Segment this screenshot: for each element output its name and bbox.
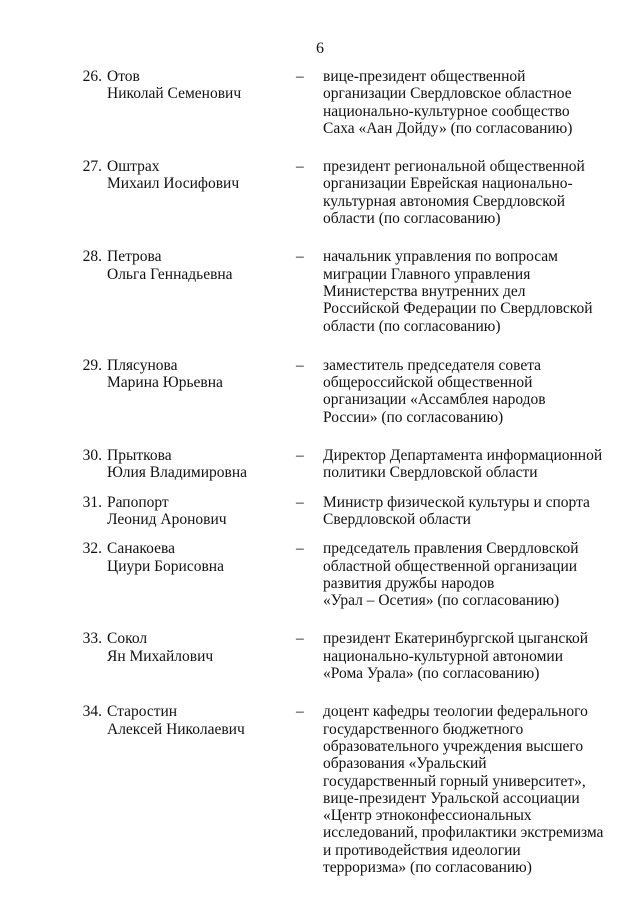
separator-dash: – [296, 356, 304, 374]
entry-number: 28. [82, 248, 102, 266]
list-item [0, 158, 640, 227]
position-description [323, 158, 613, 227]
member-list [0, 68, 640, 876]
list-item [0, 630, 640, 682]
description-line: общероссийской общественной [323, 374, 533, 392]
separator-dash: – [296, 158, 304, 176]
entry-number: 29. [82, 356, 102, 374]
description-line: вице-президент общественной [323, 68, 526, 85]
person-name [107, 494, 287, 529]
given-names: Марина Юрьевна [107, 374, 223, 392]
surname: Плясунова [107, 356, 178, 374]
given-names: Юлия Владимировна [107, 464, 247, 482]
description-line: политики Свердловской области [323, 464, 538, 482]
description-line: президент Екатеринбургской цыганской [323, 630, 589, 648]
description-line: президент региональной общественной [323, 158, 585, 176]
entry-number: 31. [82, 493, 102, 511]
description-line: развития дружбы народов [323, 574, 495, 592]
position-description [323, 447, 613, 482]
entry-number: 33. [82, 630, 102, 648]
description-line: Директор Департамента информационной [323, 447, 603, 465]
description-line: Российской Федерации по Свердловской [323, 300, 593, 318]
separator-dash: – [296, 447, 304, 465]
surname: Отов [107, 68, 140, 85]
description-line: России» (по согласованию) [323, 408, 504, 426]
person-name [107, 68, 287, 103]
position-description [323, 494, 613, 529]
separator-dash: – [296, 630, 304, 648]
list-item [0, 248, 640, 334]
description-line: государственного бюджетного [323, 720, 524, 738]
description-line: доцент кафедры теологии федерального [323, 703, 588, 721]
list-item [0, 540, 640, 609]
entry-number: 34. [82, 703, 102, 721]
list-item [0, 703, 640, 876]
list-item [0, 447, 640, 482]
description-line: вице-президент Уральской ассоциации [323, 789, 580, 807]
description-line: Саха «Аан Дойду» (по согласованию) [323, 119, 573, 137]
list-item [0, 357, 640, 426]
person-name [107, 630, 287, 665]
given-names: Алексей Николаевич [107, 720, 245, 738]
position-description [323, 68, 613, 137]
description-line: «Центр этноконфессиональных [323, 807, 532, 825]
description-line: организации «Ассамблея народов [323, 391, 546, 409]
list-item [0, 494, 640, 529]
person-name [107, 357, 287, 392]
description-line: терроризма» (по согласованию) [323, 858, 532, 876]
description-line: национально-культурной автономии [323, 647, 563, 665]
given-names: Циури Борисовна [107, 557, 224, 575]
position-description [323, 630, 613, 682]
position-description [323, 357, 613, 426]
surname: Прыткова [107, 447, 172, 465]
description-line: Министерства внутренних дел [323, 282, 526, 300]
description-line: образовательного учреждения высшего [323, 737, 584, 755]
description-line: исследований, профилактики экстремизма [323, 824, 604, 842]
person-name [107, 248, 287, 283]
position-description [323, 248, 613, 334]
description-line: Свердловской области [323, 510, 471, 528]
person-name [107, 158, 287, 193]
separator-dash: – [296, 68, 304, 85]
page-number: 6 [316, 40, 324, 57]
given-names: Михаил Иосифович [107, 175, 240, 193]
surname: Рапопорт [107, 493, 169, 511]
description-line: государственный горный университет», [323, 772, 586, 790]
description-line: области (по согласованию) [323, 210, 501, 228]
description-line: образования «Уральский [323, 755, 487, 773]
entry-number: 26. [82, 68, 102, 85]
surname: Санакоева [107, 540, 175, 558]
surname: Оштрах [107, 158, 160, 176]
description-line: миграции Главного управления [323, 265, 531, 283]
surname: Петрова [107, 248, 162, 266]
separator-dash: – [296, 248, 304, 266]
entry-number: 32. [82, 540, 102, 558]
description-line: национально-культурное сообщество [323, 102, 570, 120]
description-line: областной общественной организации [323, 557, 578, 575]
description-line: и противодействия идеологии [323, 841, 521, 859]
entry-number: 27. [82, 158, 102, 176]
position-description [323, 540, 613, 609]
description-line: заместитель председателя совета [323, 356, 542, 374]
surname: Сокол [107, 630, 148, 648]
description-line: начальник управления по вопросам [323, 248, 558, 266]
description-line: области (по согласованию) [323, 317, 501, 335]
given-names: Ян Михайлович [107, 647, 214, 665]
given-names: Николай Семенович [107, 85, 242, 103]
description-line: культурная автономия Свердловской [323, 192, 566, 210]
separator-dash: – [296, 493, 304, 511]
given-names: Леонид Аронович [107, 510, 227, 528]
description-line: организации Еврейская национально- [323, 175, 573, 193]
separator-dash: – [296, 540, 304, 558]
list-item [0, 68, 640, 137]
person-name [107, 703, 287, 738]
position-description [323, 703, 613, 876]
description-line: организации Свердловское областное [323, 85, 572, 103]
person-name [107, 447, 287, 482]
entry-number: 30. [82, 447, 102, 465]
given-names: Ольга Геннадьевна [107, 265, 233, 283]
separator-dash: – [296, 703, 304, 721]
description-line: Министр физической культуры и спорта [323, 493, 590, 511]
surname: Старостин [107, 703, 178, 721]
description-line: председатель правления Свердловской [323, 540, 579, 558]
person-name [107, 540, 287, 575]
description-line: «Урал – Осетия» (по согласованию) [323, 592, 560, 610]
description-line: «Рома Урала» (по согласованию) [323, 665, 540, 683]
